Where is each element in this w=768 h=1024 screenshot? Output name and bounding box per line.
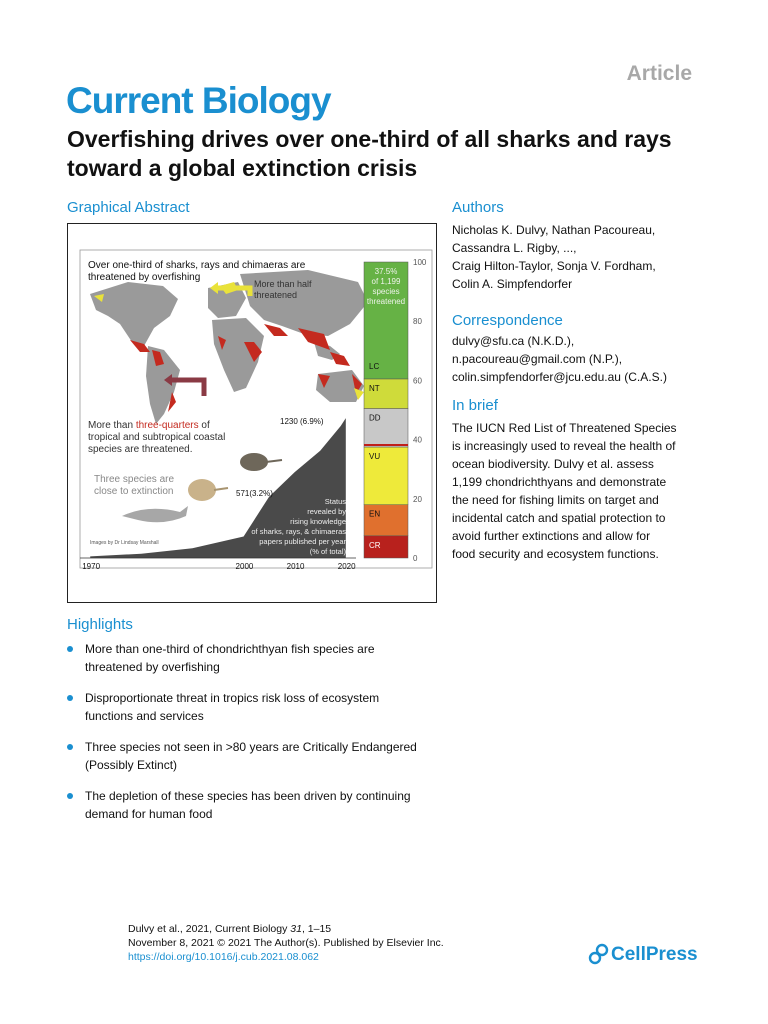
y-tick-label: 0 [413, 554, 418, 563]
graphical-abstract-svg [68, 224, 436, 602]
more-than-half-line1: More than half [254, 279, 312, 289]
y-tick-label: 60 [413, 376, 422, 386]
svg-text:Status: Status [324, 497, 346, 506]
image-credit: Images by Dr Lindsay Marshall [90, 540, 159, 546]
copyright-line: November 8, 2021 © 2021 The Author(s). Published by Elsevier Inc. [128, 937, 444, 949]
graphical-abstract-heading: Graphical Abstract [67, 199, 190, 216]
graphical-abstract-figure [67, 223, 437, 603]
y-tick-label: 40 [413, 435, 422, 445]
tropics-line2: tropical and subtropical coastal [88, 432, 226, 443]
svg-text:of 1,199: of 1,199 [371, 277, 401, 286]
svg-text:threatened: threatened [366, 297, 406, 306]
bullet-icon [67, 744, 73, 750]
bullet-icon [67, 793, 73, 799]
svg-text:papers published per year: papers published per year [259, 537, 346, 546]
highlights-heading: Highlights [67, 616, 133, 633]
y-tick-label: 80 [413, 317, 422, 327]
bar-label-cr: CR [369, 540, 381, 550]
map-title-line2: threatened by overfishing [88, 272, 201, 283]
cellpress-logo [588, 940, 698, 971]
author-line: Nicholas K. Dulvy, Nathan Pacoureau, [452, 223, 656, 237]
svg-text:(% of total): (% of total) [309, 547, 346, 556]
bar-label-dd: DD [369, 413, 381, 423]
annotation-571: 571(3.2%) [236, 489, 273, 498]
x-tick-label: 2000 [235, 562, 254, 571]
bar-label-lc: LC [369, 361, 380, 371]
svg-text:revealed by: revealed by [307, 507, 346, 516]
article-type-label: Article [626, 62, 692, 85]
in-brief-heading: In brief [452, 397, 498, 414]
publisher-name: CellPress [611, 944, 698, 965]
author-line: Cassandra L. Rigby, ..., [452, 241, 577, 255]
bullet-icon [67, 695, 73, 701]
bar-label-vu: VU [369, 452, 381, 461]
highlight-item: More than one-third of chondrichthyan fish species are threatened by overfishing [67, 640, 447, 676]
citation-line: Dulvy et al., 2021, Current Biology 31, 1–15 [128, 923, 332, 935]
svg-text:of sharks, rays, & chimaeras: of sharks, rays, & chimaeras [251, 527, 346, 536]
tropics-line3: species are threatened. [88, 444, 193, 455]
svg-text:species: species [372, 287, 400, 296]
authors-heading: Authors [452, 199, 504, 216]
ray-illustration-1 [240, 453, 268, 471]
logo-ring-2 [597, 945, 607, 955]
annotation-1230: 1230 (6.9%) [280, 417, 324, 426]
x-tick-label: 2010 [286, 562, 305, 571]
highlight-item: Three species not seen in >80 years are Critically Endangered (Possibly Extinct) [67, 738, 447, 774]
correspondence-list [452, 332, 752, 386]
bar-label-nt: NT [369, 383, 380, 393]
ray-illustration-2 [188, 479, 216, 501]
highlight-item: The depletion of these species has been driven by continuing demand for human food [67, 787, 447, 823]
author-line: Colin A. Simpfendorfer [452, 277, 573, 291]
correspondence-heading: Correspondence [452, 312, 563, 329]
email-line[interactable]: n.pacoureau@gmail.com (N.P.), [452, 352, 623, 366]
red-list-stacked-bar [364, 262, 408, 558]
citation-footer [128, 922, 444, 964]
email-line[interactable]: colin.simpfendorfer@jcu.edu.au (C.A.S.) [452, 370, 667, 384]
more-than-half-line2: threatened [254, 290, 298, 300]
tropics-line1: More than three-quarters of [88, 420, 210, 431]
three-species-line2: close to extinction [94, 486, 174, 497]
bullet-icon [67, 646, 73, 652]
in-brief-text: The IUCN Red List of Threatened Species is increasingly used to reveal the health of ocean biodiversity. Dulvy et al. assess 1,199 chondrichthyans and demonstrate the need for fishing limits on target and incidental catch and spatial protection to avoid further extinctions and allow for food security and ecosystem functions. [452, 421, 677, 561]
doi-link[interactable]: https://doi.org/10.1016/j.cub.2021.08.062 [128, 951, 319, 963]
author-line: Craig Hilton-Taylor, Sonja V. Fordham, [452, 259, 656, 273]
map-title-line1: Over one-third of sharks, rays and chimaeras are [88, 260, 306, 271]
y-tick-label: 100 [413, 258, 427, 267]
x-tick-label: 2020 [337, 562, 356, 571]
svg-text:37.5%: 37.5% [374, 267, 398, 276]
y-tick-label: 20 [413, 494, 422, 504]
highlight-item: Disproportionate threat in tropics risk loss of ecosystem functions and services [67, 689, 447, 725]
highlights-list [67, 640, 447, 836]
three-species-line1: Three species are [94, 474, 175, 485]
journal-name: Current Biology [66, 80, 331, 121]
x-tick-label: 1970 [82, 562, 101, 571]
cellpress-logo-svg [588, 940, 698, 966]
authors-list [452, 221, 752, 293]
svg-text:rising knowledge: rising knowledge [290, 517, 346, 526]
article-title: Overfishing drives over one-third of all sharks and rays toward a global extinction crisis [67, 126, 672, 181]
bar-label-en: EN [369, 509, 381, 519]
email-line[interactable]: dulvy@sfu.ca (N.K.D.), [452, 334, 575, 348]
